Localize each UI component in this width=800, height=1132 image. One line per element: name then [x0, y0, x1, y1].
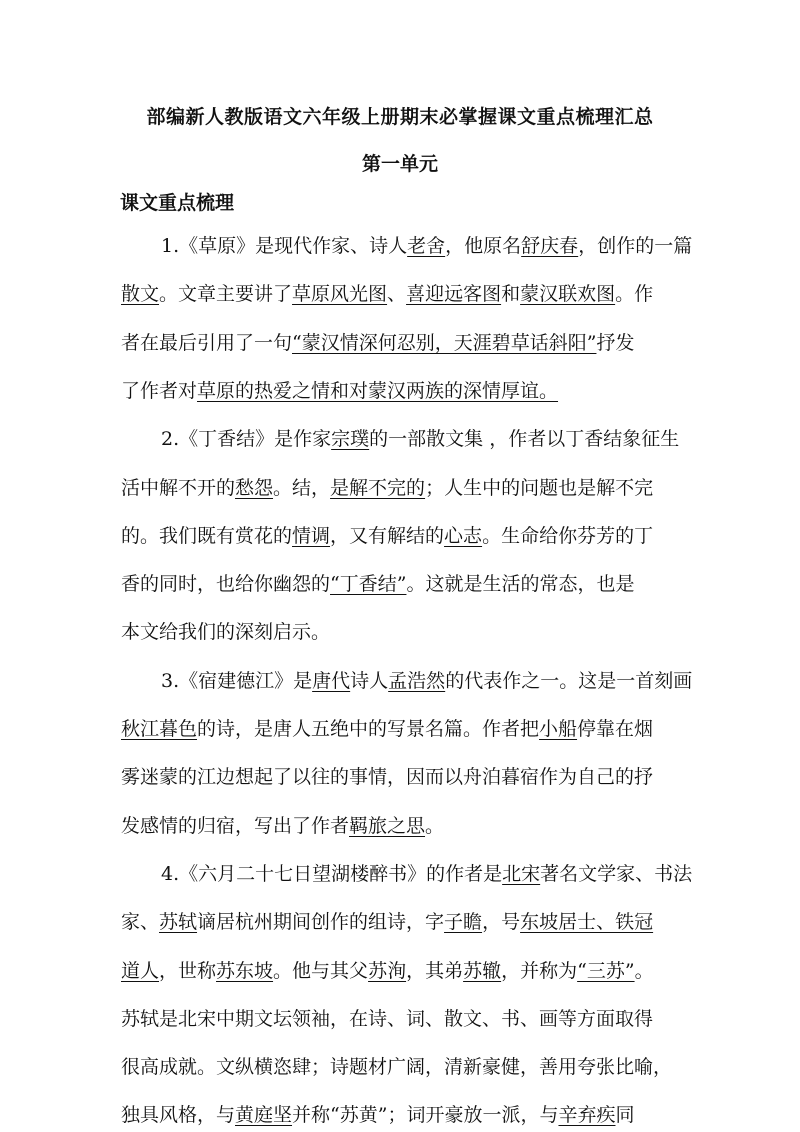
text-line [121, 717, 653, 741]
text-line [121, 572, 634, 596]
text-line [121, 910, 653, 934]
text-segment: ；人生中的问题也是解不完 [425, 476, 654, 499]
underlined-keyword: 老舍 [407, 235, 446, 257]
text-segment: 3.《宿建德江》是 [161, 669, 313, 692]
text-segment: ，号 [482, 911, 521, 934]
text-segment: 停靠在烟 [577, 718, 654, 740]
text-line [121, 331, 634, 355]
text-segment: 独具风格，与 [121, 1104, 236, 1127]
underlined-keyword: 心志 [444, 524, 483, 547]
text-segment: ，并称为 [501, 959, 578, 982]
underlined-keyword: “蒙汉情深何忍别，天涯碧草话斜阳” [292, 331, 597, 354]
text-segment: 者在最后引用了一句 [121, 331, 293, 354]
text-segment: 、 [387, 283, 407, 306]
text-segment: 本文给我们的深刻启示。 [121, 621, 331, 644]
text-line [161, 862, 692, 886]
text-segment: 。 [425, 814, 445, 837]
underlined-keyword: 苏轼 [159, 911, 198, 934]
text-segment: 4.《六月二十七日望湖楼醉书》的作者是 [161, 862, 503, 885]
text-segment: 谪居杭州期间创作的组诗，字 [197, 911, 445, 934]
text-line [121, 1103, 635, 1127]
text-segment: 。作 [615, 283, 654, 306]
text-line [121, 959, 654, 983]
text-segment: 1.《草原》是现代作家、诗人 [161, 235, 408, 257]
text-segment: ，创作的一篇 [578, 235, 693, 257]
underlined-keyword: 情调 [292, 524, 331, 547]
text-segment: 的一部散文集 ，作者以丁香结象征生 [369, 428, 680, 451]
text-line [121, 524, 653, 548]
text-segment: 。生命给你芬芳的丁 [482, 524, 654, 547]
section-heading: 课文重点梳理 [120, 192, 235, 214]
text-line [161, 234, 692, 258]
text-segment: ，又有解结的 [330, 524, 445, 547]
underlined-keyword: 北宋 [502, 862, 541, 885]
text-segment: 并称“苏黄”；词开豪放一派，与 [292, 1104, 559, 1127]
underlined-keyword: 草原风光图 [292, 283, 388, 306]
text-segment: ，世称 [159, 959, 217, 982]
underlined-keyword: 唐代 [312, 669, 351, 692]
text-segment: 很高成就。文纵横恣肆；诗题材广阔，清新豪健，善用夸张比喻， [121, 1056, 673, 1079]
unit-heading: 第一单元 [361, 153, 438, 175]
underlined-keyword: 道人 [121, 959, 160, 982]
underlined-keyword: 愁怨 [235, 476, 274, 499]
underlined-keyword: 是解不完的 [330, 476, 426, 499]
underlined-keyword: 黄庭坚 [235, 1104, 293, 1127]
underlined-keyword: 苏辙 [463, 959, 502, 982]
text-segment: 了作者对 [121, 379, 198, 402]
underlined-keyword: “丁香结” [330, 573, 407, 596]
text-segment: 活中解不开的 [121, 476, 236, 499]
text-segment: 香的同时，也给你幽怨的 [121, 573, 331, 596]
text-segment: 2.《丁香结》是作家 [161, 428, 332, 451]
underlined-keyword: 秋江暮色 [121, 718, 198, 740]
text-segment: 诗人 [350, 669, 389, 692]
text-segment: 。这就是生活的常态，也是 [406, 573, 635, 596]
underlined-keyword: “三苏” [577, 959, 635, 982]
text-segment: 抒发 [596, 331, 635, 354]
text-segment: 。 [634, 959, 654, 982]
underlined-keyword: 蒙汉联欢图 [520, 283, 616, 306]
text-line [161, 669, 692, 693]
text-line [161, 427, 679, 451]
text-segment: 苏轼是北宋中期文坛领袖，在诗、词、散文、书、画等方面取得 [121, 1007, 654, 1030]
text-line [121, 620, 330, 644]
underlined-keyword: 辛弃疾 [558, 1104, 616, 1127]
underlined-keyword: 羁旅之思 [349, 814, 426, 837]
underlined-keyword: 草原的热爱之情和对蒙汉两族的深情厚谊。 [197, 379, 559, 402]
text-line [121, 476, 653, 500]
text-line [121, 814, 444, 838]
text-segment: 雾迷蒙的江边想起了以往的事情，因而以舟泊暮宿作为自己的抒 [121, 766, 654, 789]
underlined-keyword: 舒庆春 [521, 235, 579, 257]
text-line [121, 765, 653, 789]
text-segment: 发感情的归宿，写出了作者 [121, 814, 350, 837]
text-line [121, 1007, 653, 1031]
text-segment: 和 [501, 283, 521, 306]
text-segment: 家、 [121, 911, 160, 934]
text-line [121, 1055, 672, 1079]
text-segment: ，其弟 [406, 959, 464, 982]
text-segment: 的代表作之一。这是一首刻画 [445, 669, 693, 692]
text-segment: ，他原名 [445, 235, 522, 257]
text-line [121, 379, 558, 403]
text-segment: 。结， [273, 476, 331, 499]
underlined-keyword: 东坡居士、铁冠 [520, 911, 654, 934]
underlined-keyword: 宗璞 [331, 428, 370, 451]
underlined-keyword: 孟浩然 [388, 669, 446, 692]
text-segment: 。文章主要讲了 [159, 283, 293, 306]
text-segment: 著名文学家、书法 [540, 862, 693, 885]
underlined-keyword: 苏东坡 [216, 959, 274, 982]
text-segment: 同 [615, 1104, 635, 1127]
text-line [121, 282, 653, 306]
underlined-keyword: 苏洵 [368, 959, 407, 982]
text-segment: 的。我们既有赏花的 [121, 524, 293, 547]
text-segment: 的诗，是唐人五绝中的写景名篇。作者把 [197, 718, 540, 740]
document-title: 部编新人教版语文六年级上册期末必掌握课文重点梳理汇总 [146, 106, 654, 128]
underlined-keyword: 散文 [121, 283, 160, 306]
underlined-keyword: 子瞻 [444, 911, 483, 934]
underlined-keyword: 小船 [539, 718, 578, 740]
text-segment: 。他与其父 [273, 959, 369, 982]
underlined-keyword: 喜迎远客图 [406, 283, 502, 306]
